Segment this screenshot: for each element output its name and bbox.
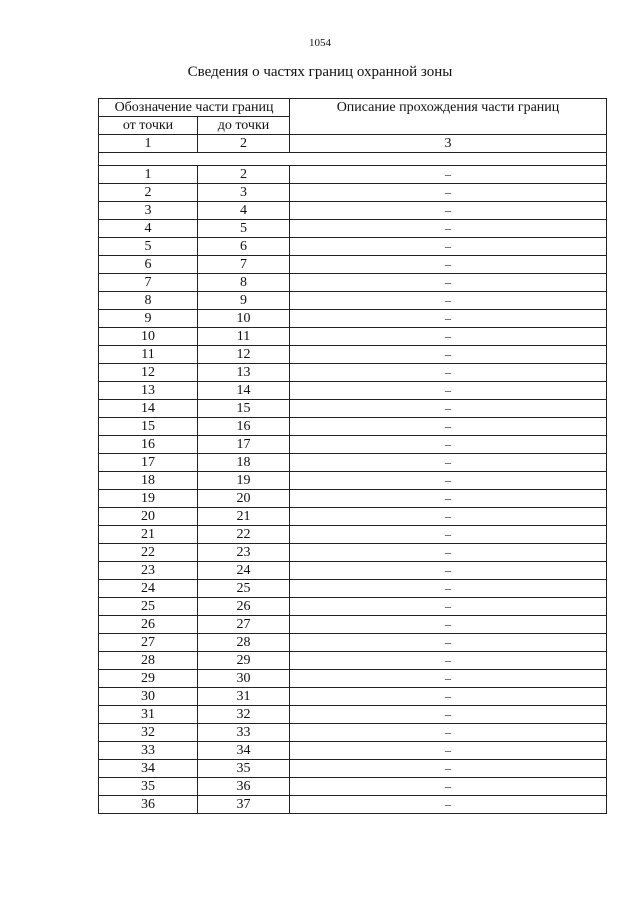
from-point-cell: 2 [99,184,198,202]
to-point-cell: 30 [198,670,290,688]
table-row [99,760,607,778]
table-row [99,310,607,328]
boundary-parts-table [98,98,607,814]
table-row [99,202,607,220]
table-body [99,99,607,814]
header-to-point: до точки [198,117,290,135]
to-point-cell: 7 [198,256,290,274]
table-row [99,490,607,508]
description-cell: – [290,400,607,418]
empty-separator-row [99,153,607,166]
description-cell: – [290,508,607,526]
column-number-3: 3 [290,135,607,153]
description-cell: – [290,526,607,544]
description-cell: – [290,382,607,400]
to-point-cell: 35 [198,760,290,778]
table-row [99,400,607,418]
to-point-cell: 28 [198,634,290,652]
description-cell: – [290,220,607,238]
from-point-cell: 23 [99,562,198,580]
table-row [99,652,607,670]
description-cell: – [290,256,607,274]
description-cell: – [290,778,607,796]
from-point-cell: 22 [99,544,198,562]
header-row-group [99,99,607,117]
page-number: 1054 [309,37,331,49]
table-row [99,598,607,616]
table-row [99,634,607,652]
to-point-cell: 23 [198,544,290,562]
from-point-cell: 25 [99,598,198,616]
header-boundary-designation: Обозначение части границ [99,99,290,117]
from-point-cell: 12 [99,364,198,382]
to-point-cell: 25 [198,580,290,598]
column-number-1: 1 [99,135,198,153]
to-point-cell: 12 [198,346,290,364]
table-row [99,670,607,688]
to-point-cell: 26 [198,598,290,616]
from-point-cell: 32 [99,724,198,742]
description-cell: – [290,760,607,778]
description-cell: – [290,454,607,472]
header-from-point: от точки [99,117,198,135]
to-point-cell: 34 [198,742,290,760]
from-point-cell: 36 [99,796,198,814]
table-row [99,742,607,760]
table-row [99,256,607,274]
description-cell: – [290,166,607,184]
header-boundary-description: Описание прохождения части границ [290,99,607,135]
table-row [99,220,607,238]
from-point-cell: 20 [99,508,198,526]
description-cell: – [290,346,607,364]
description-cell: – [290,490,607,508]
from-point-cell: 10 [99,328,198,346]
to-point-cell: 3 [198,184,290,202]
from-point-cell: 18 [99,472,198,490]
table-row [99,796,607,814]
table-row [99,274,607,292]
from-point-cell: 28 [99,652,198,670]
table-row [99,166,607,184]
table-row [99,562,607,580]
table-row [99,184,607,202]
from-point-cell: 6 [99,256,198,274]
description-cell: – [290,328,607,346]
to-point-cell: 2 [198,166,290,184]
description-cell: – [290,436,607,454]
to-point-cell: 11 [198,328,290,346]
table-row [99,544,607,562]
to-point-cell: 16 [198,418,290,436]
document-title: Сведения о частях границ охранной зоны [187,64,453,80]
table-row [99,526,607,544]
from-point-cell: 3 [99,202,198,220]
from-point-cell: 16 [99,436,198,454]
table-row [99,436,607,454]
to-point-cell: 33 [198,724,290,742]
description-cell: – [290,544,607,562]
from-point-cell: 11 [99,346,198,364]
to-point-cell: 4 [198,202,290,220]
description-cell: – [290,238,607,256]
description-cell: – [290,310,607,328]
table-row [99,580,607,598]
to-point-cell: 6 [198,238,290,256]
description-cell: – [290,796,607,814]
table-row [99,292,607,310]
to-point-cell: 29 [198,652,290,670]
description-cell: – [290,418,607,436]
to-point-cell: 22 [198,526,290,544]
to-point-cell: 9 [198,292,290,310]
description-cell: – [290,724,607,742]
to-point-cell: 32 [198,706,290,724]
to-point-cell: 18 [198,454,290,472]
table-row [99,238,607,256]
to-point-cell: 15 [198,400,290,418]
to-point-cell: 37 [198,796,290,814]
table-row [99,508,607,526]
from-point-cell: 26 [99,616,198,634]
to-point-cell: 19 [198,472,290,490]
table-row [99,364,607,382]
from-point-cell: 27 [99,634,198,652]
from-point-cell: 14 [99,400,198,418]
description-cell: – [290,292,607,310]
description-cell: – [290,202,607,220]
from-point-cell: 19 [99,490,198,508]
to-point-cell: 24 [198,562,290,580]
from-point-cell: 17 [99,454,198,472]
to-point-cell: 10 [198,310,290,328]
column-number-row [99,135,607,153]
to-point-cell: 36 [198,778,290,796]
column-number-2: 2 [198,135,290,153]
to-point-cell: 8 [198,274,290,292]
from-point-cell: 30 [99,688,198,706]
from-point-cell: 7 [99,274,198,292]
description-cell: – [290,598,607,616]
to-point-cell: 27 [198,616,290,634]
table-row [99,472,607,490]
from-point-cell: 35 [99,778,198,796]
table-row [99,616,607,634]
from-point-cell: 5 [99,238,198,256]
from-point-cell: 13 [99,382,198,400]
description-cell: – [290,652,607,670]
description-cell: – [290,364,607,382]
from-point-cell: 34 [99,760,198,778]
description-cell: – [290,706,607,724]
table-row [99,688,607,706]
table-row [99,418,607,436]
description-cell: – [290,184,607,202]
description-cell: – [290,562,607,580]
table-row [99,328,607,346]
from-point-cell: 29 [99,670,198,688]
description-cell: – [290,580,607,598]
to-point-cell: 17 [198,436,290,454]
from-point-cell: 24 [99,580,198,598]
from-point-cell: 15 [99,418,198,436]
description-cell: – [290,616,607,634]
from-point-cell: 8 [99,292,198,310]
description-cell: – [290,670,607,688]
from-point-cell: 4 [99,220,198,238]
table-row [99,382,607,400]
description-cell: – [290,634,607,652]
to-point-cell: 20 [198,490,290,508]
table-row [99,778,607,796]
empty-separator-cell [99,153,607,166]
from-point-cell: 33 [99,742,198,760]
to-point-cell: 21 [198,508,290,526]
table-row [99,454,607,472]
to-point-cell: 5 [198,220,290,238]
from-point-cell: 9 [99,310,198,328]
description-cell: – [290,742,607,760]
description-cell: – [290,274,607,292]
from-point-cell: 21 [99,526,198,544]
from-point-cell: 1 [99,166,198,184]
description-cell: – [290,472,607,490]
table-row [99,724,607,742]
description-cell: – [290,688,607,706]
to-point-cell: 13 [198,364,290,382]
to-point-cell: 31 [198,688,290,706]
from-point-cell: 31 [99,706,198,724]
table-row [99,706,607,724]
to-point-cell: 14 [198,382,290,400]
table-row [99,346,607,364]
